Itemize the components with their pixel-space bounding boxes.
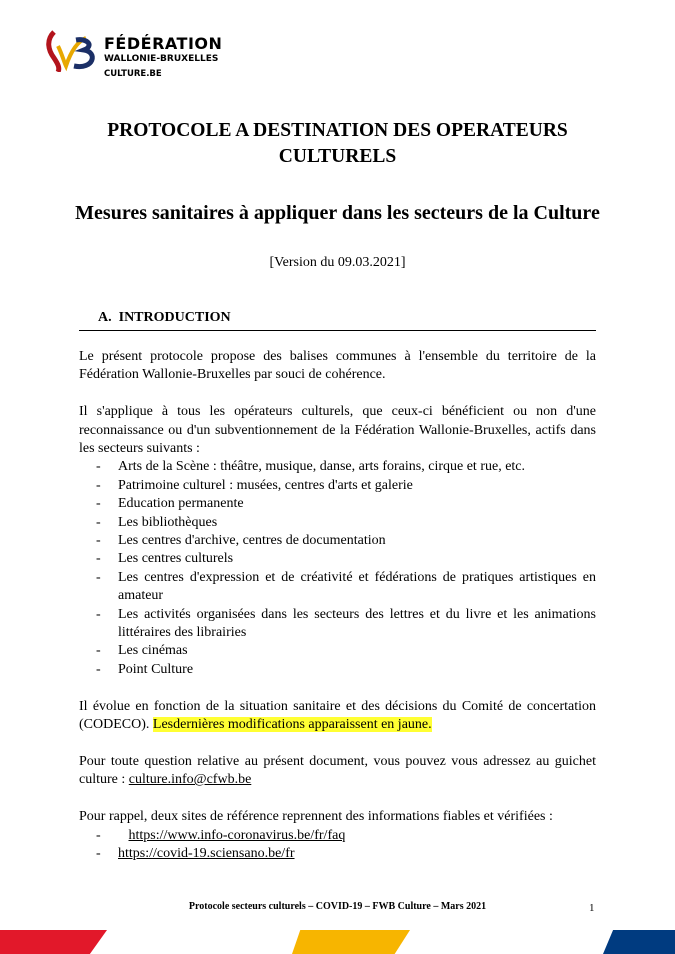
sector-list — [79, 458, 596, 679]
paragraph: Le présent protocole propose des balises communes à l'ensemble du territoire de la Fédération Wallonie-Bruxelles par souci de cohérence. — [79, 349, 596, 383]
page-number: 1 — [589, 902, 595, 914]
sector-item: - Les bibliothèques — [79, 514, 596, 532]
sector-item: - Point Culture — [79, 661, 596, 679]
section-heading — [79, 310, 596, 331]
paragraph: Il s'applique à tous les opérateurs culturels, que ceux-ci bénéficient ou non d'une reconnaissance ou d'un subventionnement de la Fédération Wallonie-Bruxelles, actifs dans les secteurs suivants : — [79, 404, 596, 457]
document-title: PROTOCOLE A DESTINATION DES OPERATEURS CULTURELS — [107, 120, 568, 167]
sector-item: - Les centres culturels — [79, 550, 596, 568]
document-body — [79, 348, 596, 882]
sector-item: - Les centres d'expression et de créativité et fédérations de pratiques artistiques en amateur — [79, 569, 596, 606]
version-label: [Version du 09.03.2021] — [269, 255, 406, 270]
paragraph — [79, 698, 596, 735]
sector-item: - Les centres d'archive, centres de documentation — [79, 532, 596, 550]
sciensano-link[interactable]: https://covid-19.sciensano.be/fr — [118, 845, 295, 861]
sector-item: - Les cinémas — [79, 642, 596, 660]
logo-text — [104, 36, 222, 79]
yellow-stripe — [292, 930, 410, 954]
blue-stripe — [603, 930, 675, 954]
red-stripe — [0, 930, 107, 954]
logo-line2: WALLONIE-BRUXELLES — [104, 54, 219, 64]
paragraph-text: Il évolue en fonction de la situation sanitaire et des décisions du Comité de concertation (CODECO). — [79, 698, 596, 733]
email-link[interactable]: culture.info@cfwb.be — [128, 772, 252, 788]
section-letter: A. — [98, 310, 112, 325]
logo-line3: CULTURE.BE — [104, 69, 162, 79]
document-subtitle: Mesures sanitaires à appliquer dans les secteurs de la Culture — [75, 202, 600, 224]
link-list — [79, 827, 596, 864]
fwb-logo-icon — [44, 28, 104, 72]
sector-item: - Arts de la Scène : théâtre, musique, danse, arts forains, cirque et rue, etc. — [79, 458, 596, 476]
paragraph: Pour rappel, deux sites de référence reprennent des informations fiables et vérifiées : — [79, 809, 553, 825]
paragraph-text: Pour toute question relative au présent document, vous pouvez vous adressez au guichet culture : — [79, 753, 596, 788]
info-coronavirus-link[interactable]: https://www.info-coronavirus.be/fr/faq — [128, 827, 346, 843]
highlighted-text: Lesdernières modifications apparaissent en jaune. — [152, 717, 432, 733]
sector-item: - Les activités organisées dans les secteurs des lettres et du livre et les animations littéraires des librairies — [79, 606, 596, 643]
section-title: INTRODUCTION — [118, 310, 231, 325]
sector-item: - Patrimoine culturel : musées, centres d'arts et galerie — [79, 477, 596, 495]
paragraph — [79, 753, 596, 790]
list-item — [79, 845, 596, 863]
sector-item: - Education permanente — [79, 495, 596, 513]
logo-line1: FÉDÉRATION — [104, 34, 223, 53]
list-item — [79, 827, 596, 845]
footer-text: Protocole secteurs culturels – COVID-19 – FWB Culture – Mars 2021 — [188, 901, 487, 912]
